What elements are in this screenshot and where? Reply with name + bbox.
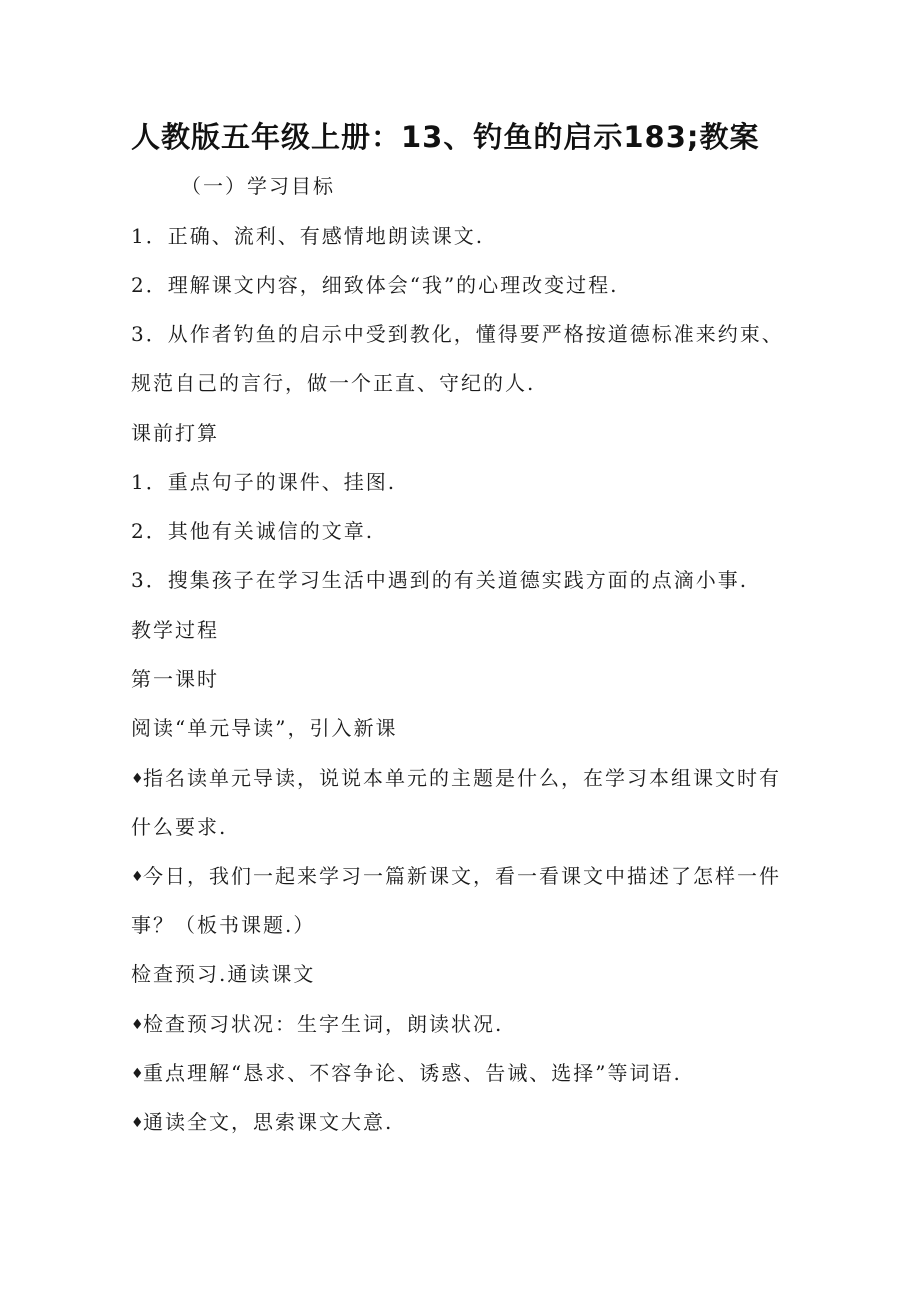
- objective-item-3-continued: 规范自己的言行，做一个正直、守纪的人.: [131, 371, 536, 395]
- section-heading-preparation: 课前打算: [131, 421, 219, 445]
- bullet-text: 通读全文，思索课文大意.: [143, 1110, 394, 1134]
- diamond-bullet-icon: ♦: [131, 1017, 144, 1033]
- diamond-bullet-icon: ♦: [131, 869, 144, 885]
- bullet-text: 检查预习状况：生字生词，朗读状况.: [143, 1012, 504, 1036]
- diamond-bullet-icon: ♦: [131, 1066, 144, 1082]
- preparation-item-1: 1．重点句子的课件、挂图.: [131, 470, 397, 494]
- preparation-item-3: 3．搜集孩子在学习生活中遇到的有关道德实践方面的点滴小事.: [131, 568, 749, 592]
- section-heading-objectives: （一）学习目标: [181, 174, 335, 198]
- document-title: 人教版五年级上册：13、钓鱼的启示183;教案: [131, 120, 760, 154]
- bullet-text-continued: 什么要求.: [131, 815, 228, 839]
- bullet-paragraph: [131, 1010, 503, 1039]
- step-heading-preview-check: 检查预习.通读课文: [131, 962, 316, 986]
- bullet-paragraph: [131, 764, 781, 793]
- objective-item-2: 2．理解课文内容，细致体会“我”的心理改变过程.: [131, 273, 619, 297]
- bullet-paragraph: [131, 1108, 393, 1137]
- bullet-text: 重点理解“恳求、不容争论、诱惑、告诫、选择”等词语.: [143, 1061, 682, 1085]
- bullet-text: 今日，我们一起来学习一篇新课文，看一看课文中描述了怎样一件: [143, 864, 781, 888]
- diamond-bullet-icon: ♦: [131, 1115, 144, 1131]
- objective-item-3: 3．从作者钓鱼的启示中受到教化，懂得要严格按道德标准来约束、: [131, 322, 784, 346]
- bullet-text: 指名读单元导读，说说本单元的主题是什么，在学习本组课文时有: [143, 766, 781, 790]
- preparation-item-2: 2．其他有关诚信的文章.: [131, 519, 375, 543]
- bullet-text-continued: 事？（板书课题.）: [131, 913, 316, 937]
- section-heading-process: 教学过程: [131, 618, 219, 642]
- objective-item-1: 1．正确、流利、有感情地朗读课文.: [131, 224, 485, 248]
- diamond-bullet-icon: ♦: [131, 771, 144, 787]
- lesson-period-heading: 第一课时: [131, 667, 219, 691]
- step-heading-unit-guide: 阅读“单元导读”，引入新课: [131, 716, 398, 740]
- bullet-paragraph: [131, 1059, 682, 1088]
- bullet-paragraph: [131, 862, 781, 891]
